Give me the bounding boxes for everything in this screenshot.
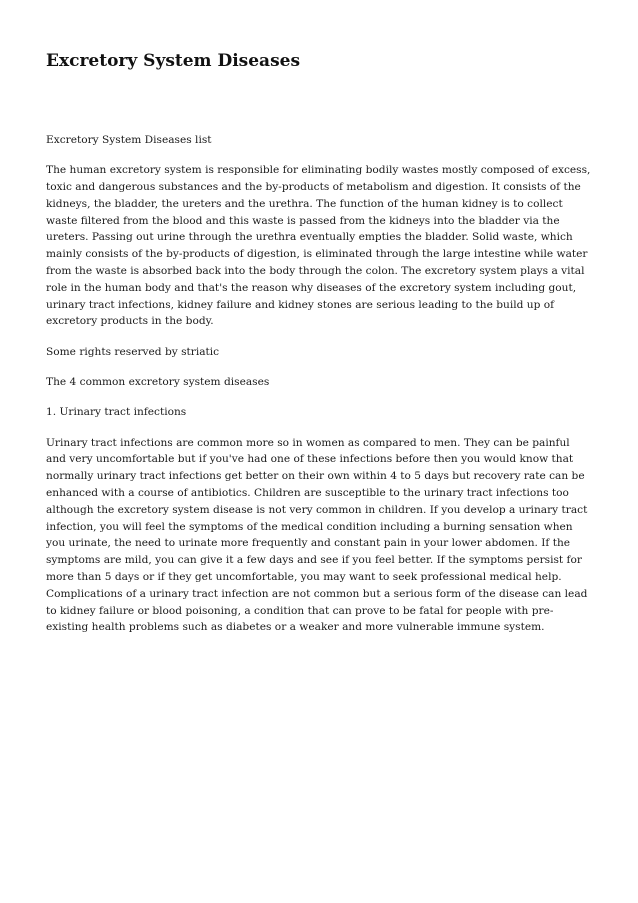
intro-paragraph: The human excretory system is responsible for eliminating bodily wastes mostly composed of excess, toxic and dangerous substances and the by-products of metabolism and digestion. It consists of the kidneys, the bladder, the ureters and the urethra. The function of the human kidney is to collect waste filtered from the blood and this waste is passed from the kidneys into the bladder via the ureters. Passing out urine through the urethra eventually empties the bladder. Solid waste, which mainly consists of the by-products of digestion, is eliminated through the large intestine while water from the waste is absorbed back into the body through the colon. The excretory system plays a vital role in the human body and that's the reason why diseases of the excretory system including gout, urinary tract infections, kidney failure and kidney stones are serious leading to the build up of excretory products in the body.: [46, 164, 591, 328]
section-heading: 1. Urinary tract infections: [46, 406, 187, 419]
document-page: [46, 50, 594, 636]
list-heading: The 4 common excretory system diseases: [46, 376, 270, 389]
image-credit: Some rights reserved by striatic: [46, 345, 220, 358]
section-paragraph: Urinary tract infections are common more so in women as compared to men. They can be painful and very uncomfortable but if you've had one of these infections before then you would know that normally urinary tract infections get better on their own within 4 to 5 days but recovery rate can be enhanced with a course of antibiotics. Children are susceptible to the urinary tract infections too although the excretory system disease is not very common in children. If you develop a urinary tract infection, you will feel the symptoms of the medical condition including a burning sensation when you urinate, the need to urinate more frequently and constant pain in your lower abdomen. If the symptoms are mild, you can give it a few days and see if you feel better. If the symptoms persist for more than 5 days or if they get uncomfortable, you may want to seek professional medical help. Complications of a urinary tract infection are not common but a serious form of the disease can lead to kidney failure or blood poisoning, a condition that can prove to be fatal for people with pre- existing health problems such as diabetes or a weaker and more vulnerable immune system.: [46, 436, 588, 634]
list-title: Excretory System Diseases list: [46, 134, 212, 146]
document-title: Excretory System Diseases: [46, 51, 301, 71]
